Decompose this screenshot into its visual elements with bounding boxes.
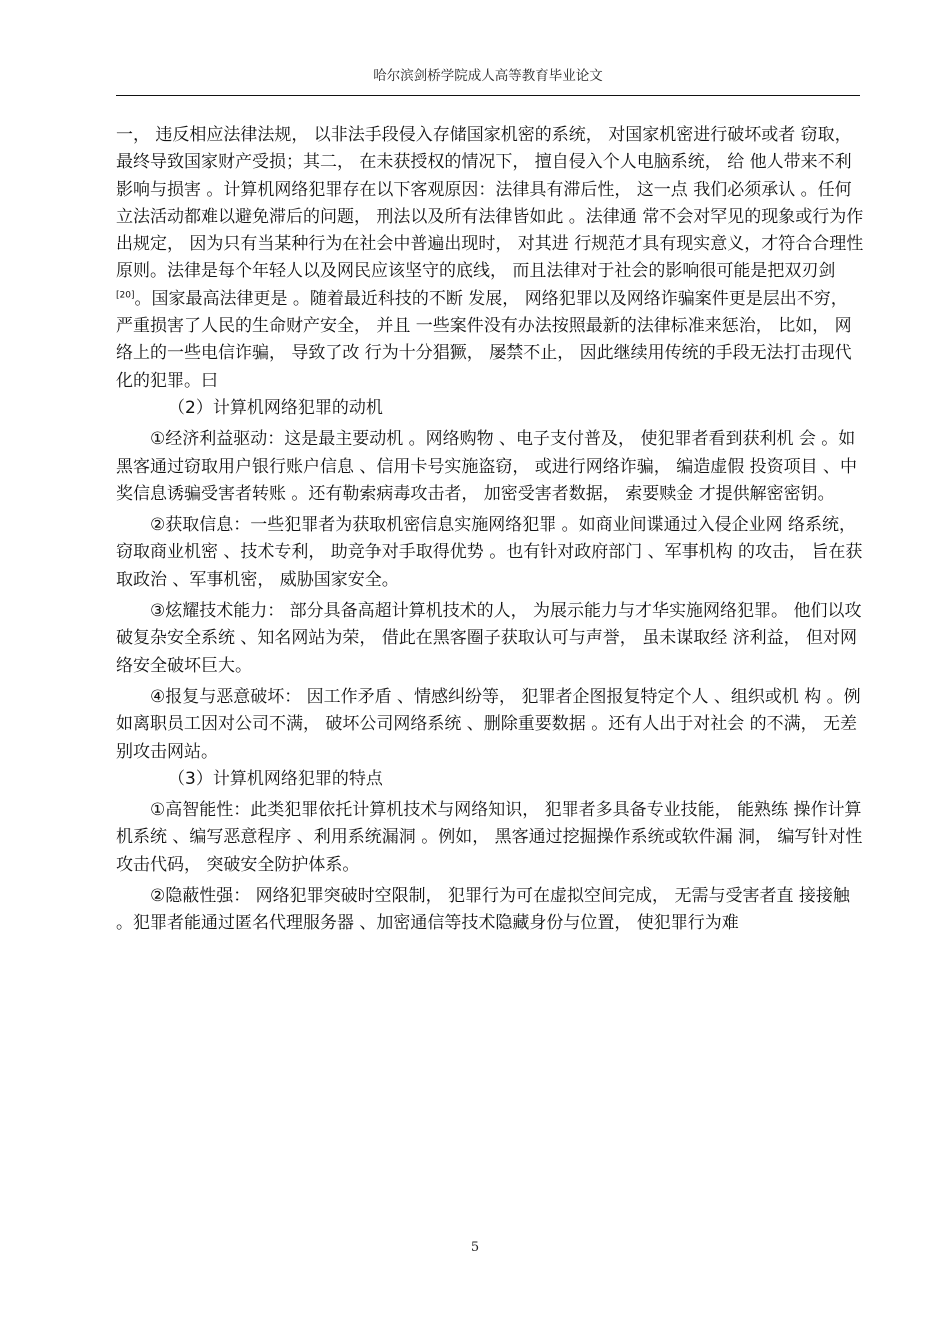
header-divider — [116, 95, 860, 96]
section-heading-motives: （2）计算机网络犯罪的动机 — [168, 397, 383, 418]
paragraph-motive-information: ②获取信息：一些犯罪者为获取机密信息实施网络犯罪 。如商业间谍通过入侵企业网 络系统， 窃取商业机密 、技术专利， 助竞争对手取得优势 。也有针对政府部门 、军事机构 的攻击， 旨在获取政治 、军事机密， 威胁国家安全。 — [116, 515, 863, 590]
main-body — [116, 122, 864, 938]
paragraph-legal-causes — [116, 122, 864, 395]
page-header-title: 哈尔滨剑桥学院成人高等教育毕业论文 — [373, 68, 603, 84]
section-heading-features: （3）计算机网络犯罪的特点 — [168, 768, 383, 789]
citation-ref: [20] — [116, 290, 135, 301]
paragraph-feature-concealment: ②隐蔽性强： 网络犯罪突破时空限制， 犯罪行为可在虚拟空间完成， 无需与受害者直 接接触 。犯罪者能通过匿名代理服务器 、加密通信等技术隐藏身份与位置， 使犯罪行为难 — [116, 886, 850, 934]
paragraph-motive-revenge: ④报复与恶意破坏： 因工作矛盾 、情感纠纷等， 犯罪者企图报复特定个人 、组织或机 构 。例如离职员工因对公司不满， 破坏公司网络系统 、删除重要数据 。还有人出于对社会 的不满， 无差别攻击网站。 — [116, 686, 861, 762]
paragraph-feature-intelligence: ①高智能性：此类犯罪依托计算机技术与网络知识， 犯罪者多具备专业技能， 能熟练 操作计算机系统 、编写恶意程序 、利用系统漏洞 。例如， 黑客通过挖掘操作系统或软件漏 洞， 编写针对性攻击代码， 突破安全防护体系。 — [116, 800, 863, 875]
paragraph-motive-economic: ①经济利益驱动：这是最主要动机 。网络购物 、电子支付普及， 使犯罪者看到获利机 会 。如黑客通过窃取用户银行账户信息 、信用卡号实施盗窃， 或进行网络诈骗， 编造虚假 投资项目 、中奖信息诱骗受害者转账 。还有勒索病毒攻击者， 加密受害者数据， 索要赎金 才提供解密密钥。 — [116, 429, 858, 504]
paragraph-legal-causes-text: 一， 违反相应法律法规， 以非法手段侵入存储国家机密的系统， 对国家机密进行破坏或者 窃取， 最终导致国家财产受损；其二， 在未获授权的情况下， 擅自侵入个人电脑系统， 给 他人带来不利影响与损害 。计算机网络犯罪存在以下客观原因：法律具有滞后性， 这一点 我们必须承认 。任何立法活动都难以避免滞后的问题， 刑法以及所有法律皆如此 。法律通 常不会对罕见的现象或行为作出规定， 因为只有当某种行为在社会中普遍出现时， 对其进 行规范才具有现实意义，才符合合理性原则。法律是每个年轻人以及网民应该坚守的底线， 而且法律对于社会的影响很可能是把双刃剑 — [116, 125, 864, 282]
paragraph-legal-causes-tail: 。国家最高法律更是 。随着最近科技的不断 发展， 网络犯罪以及网络诈骗案件更是层出不穷， 严重损害了人民的生命财产安全， 并且 一些案件没有办法按照最新的法律标准来惩治， 比如， 网络上的一些电信诈骗， 导致了改 行为十分猖獗， 屡禁不止， 因此继续用传统的手段无法打击现代化的犯罪。曰 — [116, 288, 852, 391]
paragraph-motive-showoff: ③炫耀技术能力： 部分具备高超计算机技术的人， 为展示能力与才华实施网络犯罪。 他们以攻破复杂安全系统 、知名网站为荣， 借此在黑客圈子获取认可与声誉， 虽未谋取经 济利益， 但对网络安全破坏巨大。 — [116, 601, 862, 676]
page-number: 5 — [470, 1240, 480, 1255]
